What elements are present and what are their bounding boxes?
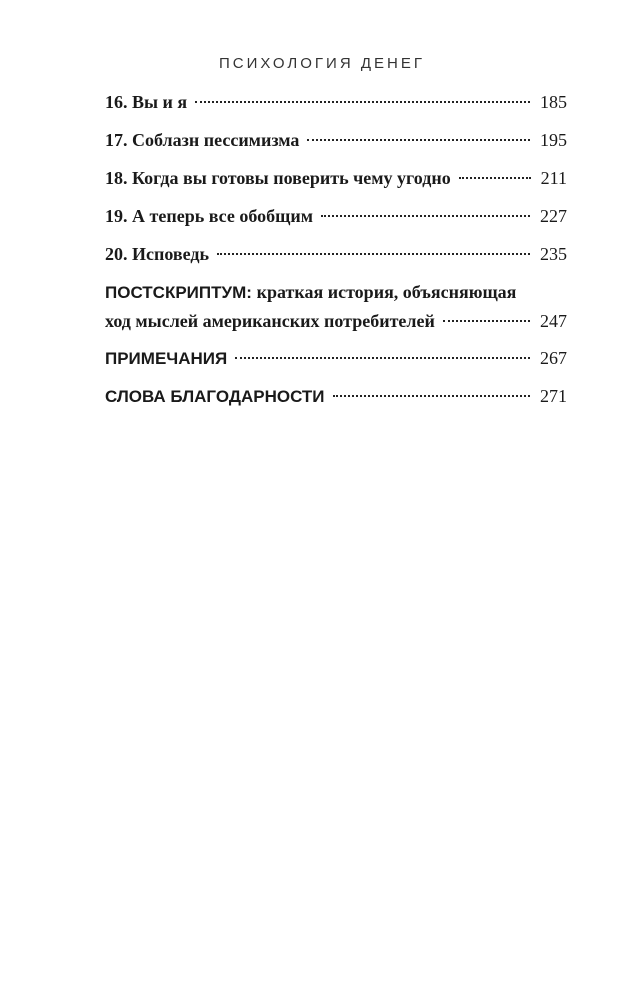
dot-leader — [443, 319, 530, 322]
chapter-number: 17. — [105, 130, 128, 150]
toc-entry-18[interactable] — [105, 164, 567, 192]
chapter-title: А теперь все обобщим — [132, 206, 313, 226]
page-number: 211 — [540, 168, 567, 188]
toc-line — [105, 126, 567, 154]
page-number: 247 — [540, 311, 567, 331]
chapter-number: 20. — [105, 244, 128, 264]
postscript-title-line2: ход мыслей американских потребителей — [105, 311, 435, 331]
page-number: 235 — [540, 244, 567, 264]
toc-entry-16[interactable] — [105, 88, 567, 116]
page-number: 185 — [540, 92, 567, 112]
running-head: ПСИХОЛОГИЯ ДЕНЕГ — [219, 55, 425, 72]
dot-leader — [459, 176, 531, 179]
toc-entry-notes[interactable] — [105, 344, 567, 373]
toc-entry-20[interactable] — [105, 240, 567, 268]
dot-leader — [307, 138, 530, 141]
page-number: 267 — [540, 348, 567, 368]
chapter-title: Соблазн пессимизма — [132, 130, 300, 150]
notes-title: ПРИМЕЧАНИЯ — [105, 349, 228, 368]
dot-leader — [333, 394, 530, 397]
chapter-title: Вы и я — [132, 92, 188, 112]
page-number: 195 — [540, 130, 567, 150]
chapter-title: Исповедь — [132, 244, 210, 264]
page-number: 271 — [540, 386, 567, 406]
dot-leader — [195, 100, 530, 103]
toc-entry-19[interactable] — [105, 202, 567, 230]
chapter-number: 18. — [105, 168, 128, 188]
dot-leader — [217, 252, 530, 255]
toc-line — [105, 344, 567, 373]
chapter-title: Когда вы готовы поверить чему угодно — [132, 168, 451, 188]
chapter-number: 19. — [105, 206, 128, 226]
toc-line — [105, 164, 567, 192]
dot-leader — [321, 214, 530, 217]
acknowledgments-title: СЛОВА БЛАГОДАРНОСТИ — [105, 387, 325, 406]
page-number: 227 — [540, 206, 567, 226]
toc-entry-postscript[interactable] — [105, 278, 567, 335]
toc-line — [105, 88, 567, 116]
toc-line — [105, 240, 567, 268]
toc-entry-acknowledgments[interactable] — [105, 382, 567, 411]
chapter-number: 16. — [105, 92, 128, 112]
toc-line — [105, 382, 567, 411]
dot-leader — [235, 356, 530, 359]
toc-line — [105, 278, 567, 307]
toc-entry-17[interactable] — [105, 126, 567, 154]
toc-line — [105, 202, 567, 230]
postscript-label: ПОСТСКРИПТУМ: — [105, 283, 252, 302]
toc-line — [105, 307, 567, 335]
postscript-title-line1: краткая история, объясняющая — [256, 282, 517, 302]
